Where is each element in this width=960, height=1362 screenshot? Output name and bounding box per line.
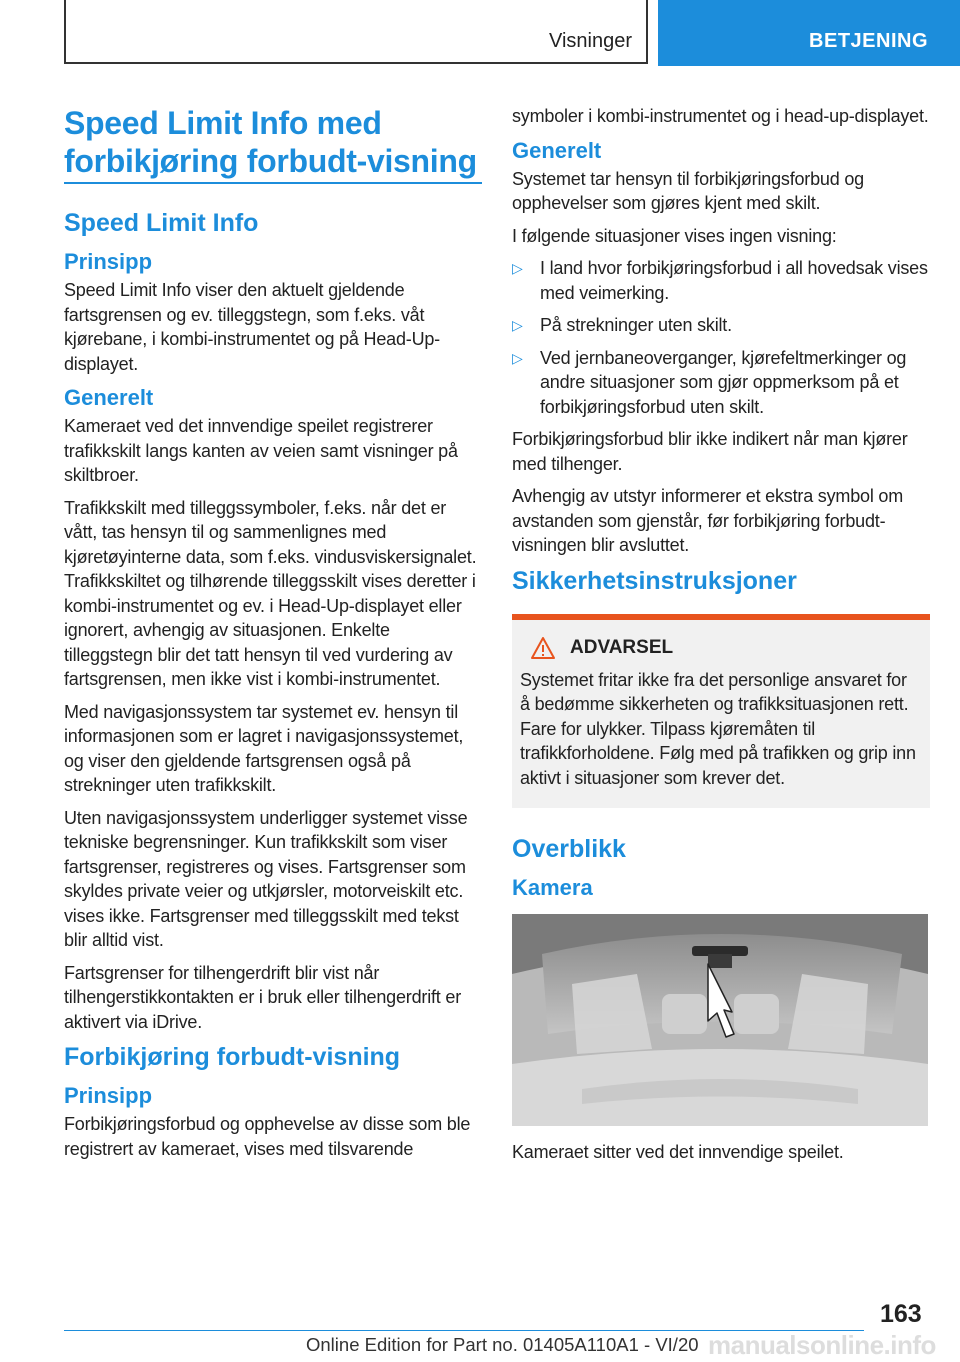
warning-title: [520, 636, 920, 660]
left-column: [64, 98, 482, 1169]
list-item: [512, 346, 930, 420]
list-item-text: På strekninger uten skilt.: [540, 315, 732, 335]
right-column: [512, 98, 930, 1173]
paragraph: Uten navigasjonssystem underligger systemet visse tekniske begrensninger. Kun trafikkskilt som viser fartsgrenser, registreres og vises. Fartsgrenser som skyldes private veier og utkjørsler, motorveiskilt etc. vises ikke. Fartsgrenser med tilleggsskilt med tekst blir alltid vist.: [64, 807, 468, 950]
car-interior-camera-image: [512, 914, 928, 1126]
footer-edition: Online Edition for Part no. 01405A110A1 - VI/20: [306, 1334, 699, 1355]
header-section-title: Visninger: [548, 30, 632, 52]
paragraph: Forbikjøringsforbud blir ikke indikert når man kjører med tilhenger.: [512, 429, 908, 474]
header-frame: [64, 0, 648, 64]
triangle-bullet-icon: ▷: [512, 260, 523, 276]
heading-generelt-2: Generelt: [512, 137, 602, 163]
list-item-text: I land hvor forbikjøringsforbud i all hovedsak vises med veimerking.: [540, 258, 928, 303]
watermark: manualsonline.info: [708, 1330, 936, 1360]
figure-caption: Kameraet sitter ved det innvendige speilet.: [512, 1142, 844, 1162]
page-title-line2: forbikjøring forbudt-visning: [64, 143, 477, 179]
paragraph: Med navigasjonssystem tar systemet ev. hensyn til informasjonen som er lagret i navigasjonssystemet, og viser den gjeldende fartsgrensen også på strekninger uten trafikkskilt.: [64, 701, 464, 795]
paragraph: Fartsgrenser for tilhengerdrift blir vist når tilhengerstikkontakten er i bruk eller tilhengerdrift er aktivert via iDrive.: [64, 962, 461, 1032]
paragraph: Forbikjøringsforbud og opphevelse av disse som ble registrert av kameraet, vises med tilsvarende: [64, 1114, 471, 1159]
paragraph: Systemet tar hensyn til forbikjøringsforbud og opphevelser som gjøres kjent med skilt.: [512, 168, 864, 213]
list-item: [512, 313, 930, 338]
page-title-line1: Speed Limit Info med: [64, 105, 382, 141]
triangle-bullet-icon: ▷: [512, 349, 523, 366]
warning-label: ADVARSEL: [570, 636, 674, 658]
triangle-bullet-icon: ▷: [512, 317, 523, 333]
heading-overblikk: Overblikk: [512, 835, 626, 863]
heading-kamera: Kamera: [512, 875, 593, 900]
page-title: [64, 98, 482, 180]
paragraph: I følgende situasjoner vises ingen visning:: [512, 225, 837, 246]
heading-speed-limit-info: Speed Limit Info: [64, 209, 259, 237]
warning-text: Systemet fritar ikke fra det personlige ansvaret for å bedømme sikkerheten og trafikksituasjonen rett. Fare for ulykker. Tilpass kjøremåten til trafikkforholdene. Følg med på trafikken og grip inn aktivt i situasjoner som krever det.: [520, 669, 916, 788]
header-chapter-label: BETJENING: [809, 30, 928, 52]
paragraph: Trafikkskilt med tilleggssymboler, f.eks. når det er vått, tas hensyn til og sammenlignes med kjøretøyinterne data, som f.eks. vindusviskersignalet. Trafikkskiltet og tilhørende tilleggsskilt vises deretter i kombi-instrumentet og ev. i Head-Up-displayet eller ignorert, avhengig av situasjonen. Enkelte tilleggstegn blir det tatt hensyn til ved vurdering av fartsgrensen, men ikke vist i kombi-instrumentet.: [64, 497, 477, 689]
paragraph: Speed Limit Info viser den aktuelt gjeldende fartsgrensen og ev. tilleggstegn, som f.eks. våt kjørebane, i kombi-instrumentet og på Head-Up-displayet.: [64, 280, 440, 374]
paragraph: Kameraet ved det innvendige speilet registrerer trafikkskilt langs kanten av veien samt visninger på skiltbroer.: [64, 416, 458, 485]
heading-sikkerhetsinstruksjoner: Sikkerhetsinstruksjoner: [512, 566, 797, 595]
bullet-list: [512, 256, 930, 419]
list-item: [512, 256, 930, 305]
paragraph-continued: symboler i kombi-instrumentet og i head-up-displayet.: [512, 106, 929, 126]
warning-triangle-icon: [530, 636, 556, 660]
heading-prinsipp: Prinsipp: [64, 249, 153, 274]
heading-prinsipp-2: Prinsipp: [64, 1083, 153, 1108]
heading-forbikjoring-forbudt: Forbikjøring forbudt-visning: [64, 1043, 401, 1071]
header-chapter-tab: [658, 0, 960, 66]
list-item-text: Ved jernbaneoverganger, kjørefeltmerkinger og andre situasjoner som gjør oppmerksom på et forbikjøringsforbud uten skilt.: [540, 347, 907, 417]
paragraph: Avhengig av utstyr informerer et ekstra symbol om avstanden som gjenstår, før forbikjøring forbudt-visningen blir avsluttet.: [512, 486, 904, 555]
title-divider: [64, 182, 482, 184]
warning-box: [512, 614, 930, 809]
page-number: 163: [880, 1300, 922, 1328]
heading-generelt: Generelt: [64, 385, 154, 410]
